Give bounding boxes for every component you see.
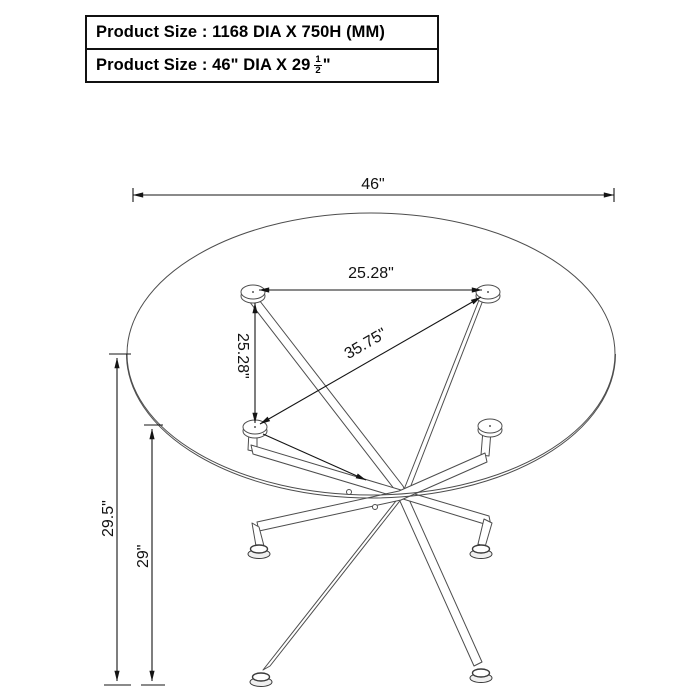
pad-center-mark xyxy=(254,426,256,428)
dim-25-horizontal xyxy=(259,265,482,290)
dim-29-label: 29" xyxy=(135,544,152,568)
dim-29-5 xyxy=(100,354,131,685)
pad-front-right xyxy=(478,419,502,437)
dim-35-diagonal-label: 35.75" xyxy=(341,325,390,363)
foot-mid-left xyxy=(248,545,270,559)
glass-top-thickness-edge xyxy=(127,354,616,498)
foot-cap xyxy=(253,673,270,681)
bolt-head xyxy=(347,490,352,495)
dim-25-vertical-label: 25.28" xyxy=(234,333,251,379)
pad-top-left xyxy=(241,285,265,303)
foot-cap xyxy=(473,669,490,677)
dim-29 xyxy=(135,425,165,685)
dim-25-vertical xyxy=(234,303,255,423)
dim-46 xyxy=(133,176,614,202)
foot-cap xyxy=(251,545,268,553)
bolt-head xyxy=(373,505,378,510)
foot-floor-right xyxy=(470,669,492,683)
foot-cap xyxy=(473,545,490,553)
pad-top-right xyxy=(476,285,500,303)
product-size-mm-label: Product Size : 1168 DIA X 750H (MM) xyxy=(96,23,385,41)
foot-floor-left xyxy=(250,673,272,687)
dim-25-horizontal-label: 25.28" xyxy=(348,265,394,282)
inch-mark: " xyxy=(322,56,331,74)
fraction-numerator: 1 xyxy=(315,54,321,66)
pad-center-mark xyxy=(489,425,491,427)
pad-center-mark xyxy=(487,291,489,293)
pad-center-mark xyxy=(252,291,254,293)
foot-mid-right xyxy=(470,545,492,559)
product-size-inch-label: Product Size : 46" DIA X 29 xyxy=(96,56,311,74)
dim-29-5-label: 29.5" xyxy=(100,500,117,537)
dim-35-diagonal-line xyxy=(260,297,481,424)
leg-bar-short-left-end xyxy=(478,519,492,547)
dim-46-label: 46" xyxy=(361,176,385,193)
fraction-denominator: 2 xyxy=(315,65,321,76)
